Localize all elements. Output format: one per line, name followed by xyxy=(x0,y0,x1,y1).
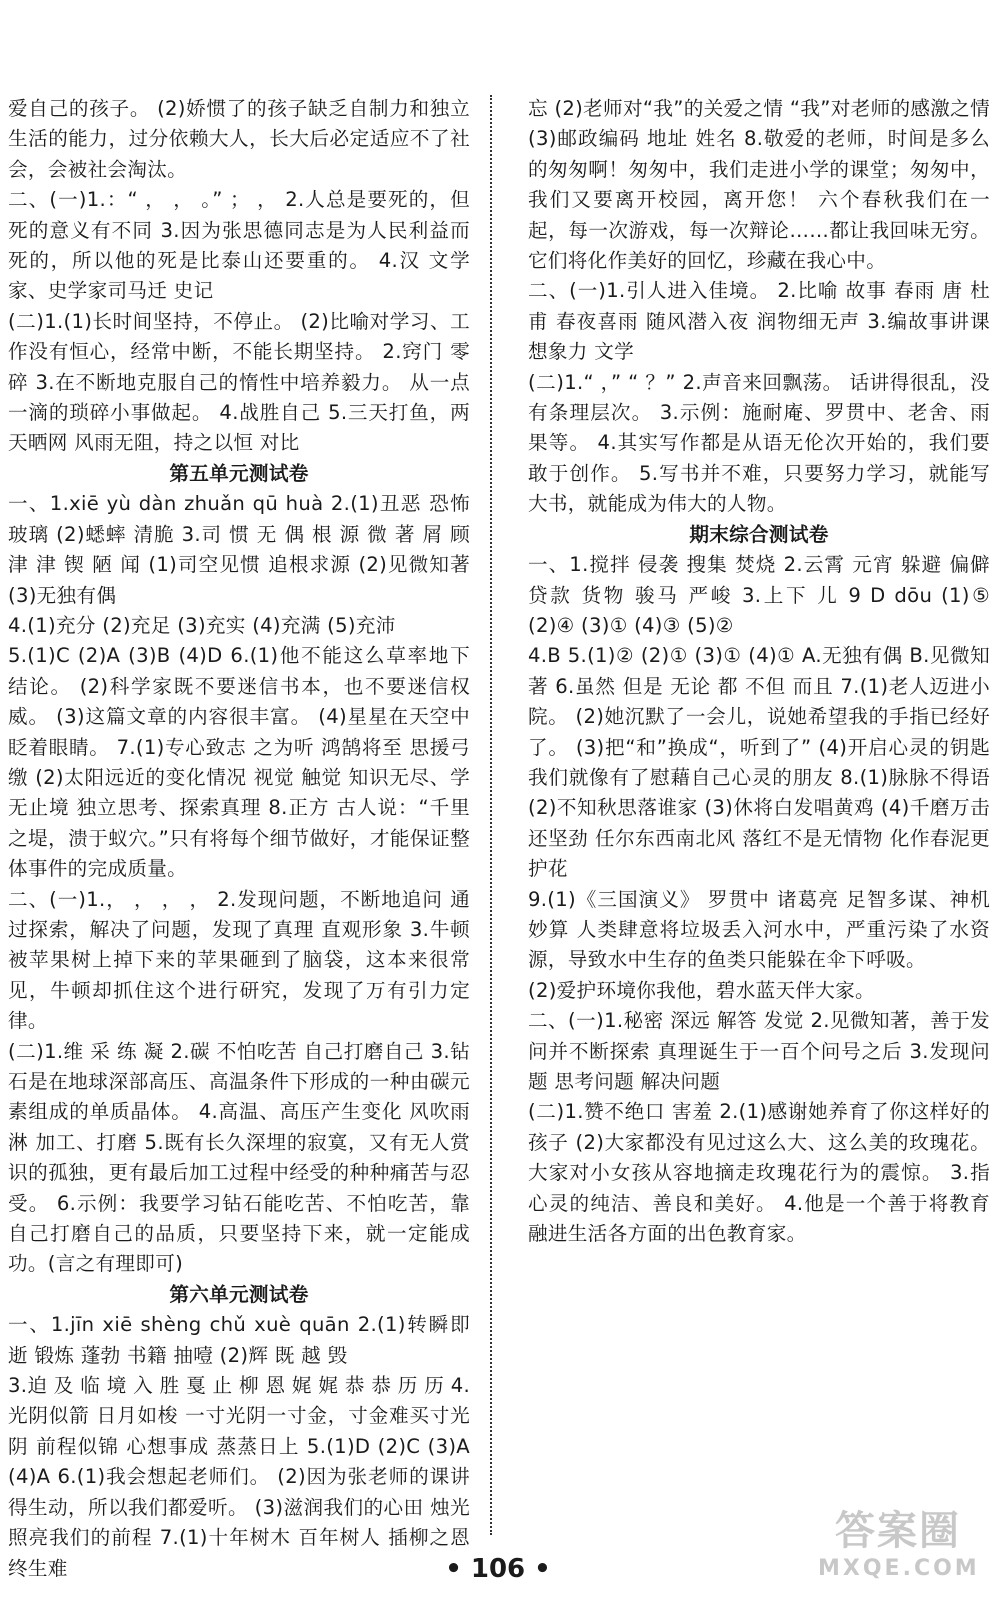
column-divider xyxy=(490,95,492,1535)
right-para-5: 4.B 5.(1)② (2)① (3)① (4)① A.无独有偶 B.见微知著 6.虽然 但是 无论 都 不但 而且 7.(1)老人迈进小院。 (2)她沉默了一会儿，说她希望我的手指已经好了。 (3)把“和”换成“，听到了” (4)开启心灵的钥匙 我们就像有了慰藉自己心灵的朋友 8.(1)脉脉不得语 (2)不知秋思落谁家 (3)休将白发唱黄鸡 (4)千磨万击还坚劲 任尔东西南北风 落红不是无情物 化作春泥更护花 xyxy=(528,644,990,881)
right-para-6: 9.(1)《三国演义》 罗贯中 诸葛亮 足智多谋、神机妙算 人类肆意将垃圾丢入河水中，严重污染了水资源，导致水中生存的鱼类只能躲在伞下呼吸。 xyxy=(528,887,990,972)
left-para-0: 爱自己的孩子。 (2)娇惯了的孩子缺乏自制力和独立生活的能力，过分依赖大人，长大后必定适应不了社会，会被社会淘汰。 xyxy=(8,97,470,181)
left-para-2: (二)1.(1)长时间坚持，不停止。 (2)比喻对学习、工作没有恒心，经常中断，不能长期坚持。 2.窍门 零碎 3.在不断地克服自己的惰性中培养毅力。 从一点一滴的琐碎小事做起。 4.战胜自己 5.三天打鱼，两天晒网 风雨无阻，持之以恒 对比 xyxy=(8,309,470,455)
page-number: • 106 • xyxy=(445,1554,551,1584)
right-para-4: 一、1.搅拌 侵袭 搜集 焚烧 2.云霄 元宵 躲避 偏僻 贷款 货物 骏马 严峻 3.上下 儿 9 D dōu (1)⑤ (2)④ (3)① (4)③ (5)② xyxy=(528,553,990,637)
right-para-8: 二、(一)1.秘密 深远 解答 发觉 2.见微知著，善于发问并不断探索 真理诞生于一百个问号之后 3.发现问题 思考问题 解决问题 xyxy=(528,1009,990,1093)
right-para-9: (二)1.赞不绝口 害羞 2.(1)感谢她养育了你这样好的孩子 (2)大家都没有见过这么大、这么美的玫瑰花。大家对小女孩从容地摘走玫瑰花行为的震惊。 3.指心灵的纯洁、善良和美好。 4.他是一个善于将教育融进生活各方面的出色教育家。 xyxy=(528,1100,990,1246)
left-para-11: 3.迫 及 临 境 入 胜 戛 止 柳 恩 娓 娓 恭 恭 历 历 4.光阴似箭 日月如梭 一寸光阴一寸金，寸金难买寸光阴 前程似锦 心想事成 蒸蒸日上 5.(1)D (2)C (3)A (4)A 6.(1)我会想起老师们。 (2)因为张老师的课讲得生动，所以我们都爱听。 (3)滋润我们的心田 烛光 照亮我们的前程 7.(1)十年树木 百年树人 插柳之恩 终生难 xyxy=(8,1374,470,1580)
watermark-logo xyxy=(818,1506,978,1592)
left-para-8: (二)1.维 采 练 凝 2.碳 不怕吃苦 自己打磨自己 3.钻石是在地球深部高压、高温条件下形成的一种由碳元素组成的单质晶体。 4.高温、高压产生变化 风吹雨淋 加工、打磨 5.既有长久深埋的寂寞，又有无人赏识的孤独，更有最后加工过程中经受的种种痛苦与忍受。 6.示例：我要学习钻石能吃苦、不怕吃苦，靠自己打磨自己的品质，只要坚持下来，就一定能成功。(言之有理即可) xyxy=(8,1039,470,1276)
unit-5-heading: 第五单元测试卷 xyxy=(169,461,309,485)
right-column xyxy=(528,94,990,1249)
right-para-1: 二、(一)1.引人进入佳境。 2.比喻 故事 春雨 唐 杜甫 春夜喜雨 随风潜入夜 润物细无声 3.编故事讲课 想象力 文学 xyxy=(528,279,990,364)
left-para-1: 二、(一)1.：“ ， ， 。” ； ， 2.人总是要死的，但死的意义有不同 3.因为张思德同志是为人民利益而死的，所以他的死是比泰山还要重的。 4.汉 文学家、史学家司马迁 史记 xyxy=(8,188,470,303)
left-para-6: 5.(1)C (2)A (3)B (4)D 6.(1)他不能这么草率地下结论。 (2)科学家既不要迷信书本，也不要迷信权威。 (3)这篇文章的内容很丰富。 (4)星星在天空中眨着眼睛。 7.(1)专心致志 之为听 鸿鹄将至 思援弓缴 (2)太阳远近的变化情况 视觉 触觉 知识无尽、学无止境 独立思考、探索真理 8.正方 古人说：“千里之堤，溃于蚁穴。”只有将每个细节做好，才能保证整体事件的完成质量。 xyxy=(8,644,470,881)
right-para-0: 忘 (2)老师对“我”的关爱之情 “我”对老师的感激之情 (3)邮政编码 地址 姓名 8.敬爱的老师，时间是多么的匆匆啊！匆匆中，我们走进小学的课堂；匆匆中，我们又要离开校园，离开您！ 六个春秋我们在一起，每一次游戏，每一次辩论……都让我回味无穷。它们将化作美好的回忆，珍藏在我心中。 xyxy=(528,97,990,273)
final-exam-heading: 期末综合测试卷 xyxy=(689,522,829,546)
unit-6-heading: 第六单元测试卷 xyxy=(169,1282,309,1306)
left-para-10: 一、1.jīn xiē shèng chǔ xuè quān 2.(1)转瞬即逝 锻炼 蓬勃 书籍 抽噎 (2)辉 既 越 毁 xyxy=(8,1313,470,1367)
left-column xyxy=(8,94,470,1584)
right-para-7: (2)爱护环境你我他，碧水蓝天伴大家。 xyxy=(528,978,875,1002)
left-para-4: 一、1.xiē yù dàn zhuǎn qū huà 2.(1)丑恶 恐怖 玻璃 (2)蟋蟀 清脆 3.司 惯 无 偶 根 源 微 著 屑 顾 津 津 锲 陋 闻 (1)司空见惯 追根求源 (2)见微知著 (3)无独有偶 xyxy=(8,492,470,607)
watermark-top-text: 答案圈 xyxy=(835,1508,961,1554)
right-para-2: (二)1.“ ，” “ ？” 2.声音来回飘荡。 话讲得很乱，没有条理层次。 3.示例：施耐庵、罗贯中、老舍、雨果等。 4.其实写作都是从语无伦次开始的，我们要敢于创作。 5.写书并不难，只要努力学习，就能写大书，就能成为伟大的人物。 xyxy=(528,370,990,516)
left-para-5: 4.(1)充分 (2)充足 (3)充实 (4)充满 (5)充沛 xyxy=(8,613,396,637)
watermark-bottom-text: MXQE.COM xyxy=(818,1556,980,1581)
left-para-7: 二、(一)1.， ， ， ， 2.发现问题，不断地追问 通过探索，解决了问题，发现了真理 直观形象 3.牛顿被苹果树上掉下来的苹果砸到了脑袋，这本来很常见，牛顿却抓住这个进行研究，发现了万有引力定律。 xyxy=(8,887,470,1033)
